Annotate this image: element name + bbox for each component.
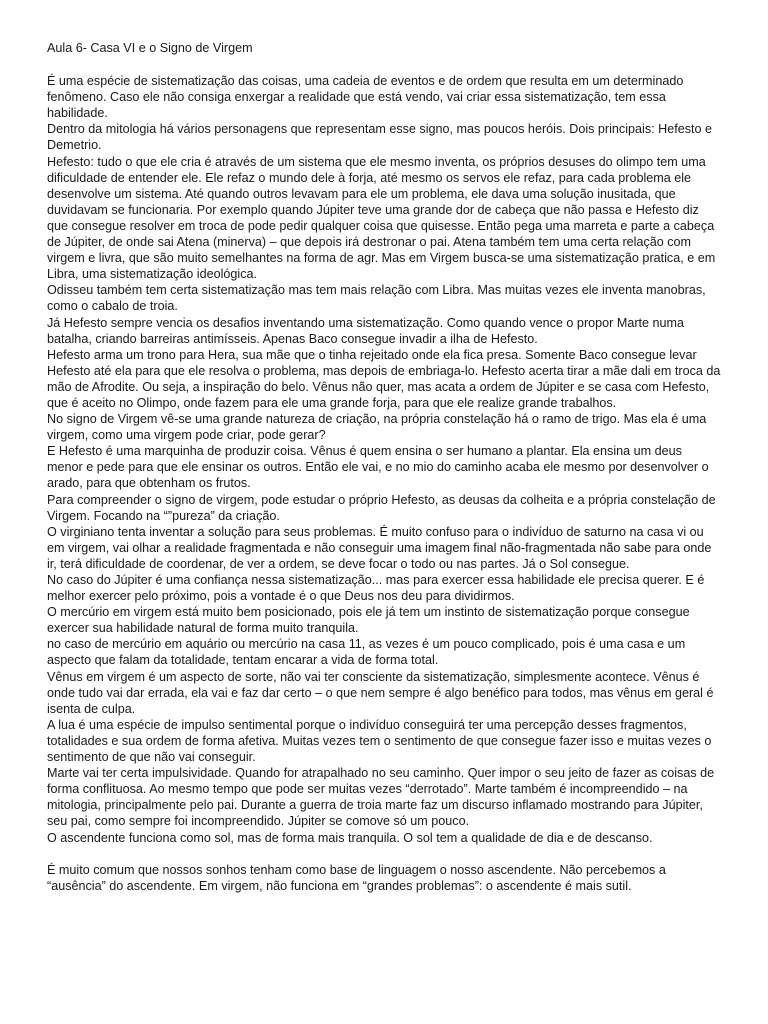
- paragraph-understanding-virgo: Para compreender o signo de virgem, pode estudar o próprio Hefesto, as deusas da colheita e a própria constelação de Virgem. Focando na “”pureza” da criação.: [47, 492, 716, 523]
- paragraph-hefesto: Hefesto: tudo o que ele cria é através de um sistema que ele mesmo inventa, os próprios desuses do olimpo tem uma dificuldade de entender ele. Ele refaz o mundo dele à forja, até mesmo os servos ele refaz, para cada problema ele desenvolve um sistema. Até quando outros levavam para ele um problema, ele dava uma solução inusitada, que duvidavam se funcionaria. Por exemplo quando Júpiter teve uma grande dor de cabeça que não passa e Hefesto diz que consegue resolver em troca de pode pedir qualquer coisa que quisesse. Então pega uma marreta e parte a cabeça de Júpiter, de onde sai Atena (minerva) – que depois irá destronar o pai. Atena também tem uma certa relação com virgem e livra, que são muito semelhantes na forma de agr. Mas em Virgem busca-se uma sistematização pratica, e em Libra, uma sistematização ideológica.: [47, 154, 716, 282]
- paragraph-mercury-aquarius: no caso de mercúrio em aquário ou mercúrio na casa 11, as vezes é um pouco complicado, pois é uma casa e um aspecto que falam da totalidade, tentam encarar a vida de forma total.: [47, 637, 686, 668]
- paragraph-mythology: Dentro da mitologia há vários personagens que representam esse signo, mas poucos heróis. Dois principais: Hefesto e Demetrio.: [47, 122, 713, 153]
- paragraph-dreams: É muito comum que nossos sonhos tenham como base de linguagem o nosso ascendente. Não percebemos a “ausência” do ascendente. Em virgem, não funciona em “grandes problemas”: o ascendente é mais sutil.: [47, 862, 666, 893]
- document-title: Aula 6- Casa VI e o Signo de Virgem: [47, 41, 253, 55]
- paragraph-venus-virgo: Vênus em virgem é um aspecto de sorte, não vai ter consciente da sistematização, simplesmente acontece. Vênus é onde tudo vai dar errada, ela vai e faz dar certo – o que nem sempre é algo benéfico para todos, mas vênus em geral é isenta de culpa.: [47, 669, 714, 716]
- paragraph-venus-teaching: E Hefesto é uma marquinha de produzir coisa. Vênus é quem ensina o ser humano a plantar. Ela ensina um deus menor e pede para que ele ensinar os outros. Então ele vai, e no mio do caminho acaba ele mesmo por desenvolver o arado, para que obtenham os frutos.: [47, 444, 709, 491]
- paragraph-mars: Marte vai ter certa impulsividade. Quando for atrapalhado no seu caminho. Quer impor o seu jeito de fazer as coisas de forma conflituosa. Ao mesmo tempo que pode ser muitas vezes “derrotado”. Marte também é incompreendido – na mitologia, principalmente pelo pai. Durante a guerra de troia marte faz um discurso inflamado mostrando para Júpiter, seu pai, como sempre foi incompreendido. Júpiter se comove só um pouco.: [47, 766, 715, 829]
- paragraph-ascendant: O ascendente funciona como sol, mas de forma mais tranquila. O sol tem a qualidade de dia e de descanso.: [47, 830, 653, 845]
- paragraph-virgo-creation: No signo de Virgem vê-se uma grande natureza de criação, na própria constelação há o ramo de trigo. Mas ela é uma virgem, como uma virgem pode criar, pode gerar?: [47, 412, 707, 443]
- paragraph-mercury-virgo: O mercúrio em virgem está muito bem posicionado, pois ele já tem um instinto de sistematização porque consegue exercer sua habilidade natural de forma muito tranquila.: [47, 605, 690, 636]
- paragraph-hefesto-challenges: Já Hefesto sempre vencia os desafios inventando uma sistematização. Como quando vence o propor Marte numa batalha, criando barreiras antimísseis. Apenas Baco consegue invadir a ilha de Hefesto.: [47, 315, 685, 346]
- paragraph-jupiter: No caso do Júpiter é uma confiança nessa sistematização... mas para exercer essa habilidade ele precisa querer. E é melhor exercer pelo próximo, pois a vontade é o que Deus nos deu para dividirmos.: [47, 573, 705, 604]
- document-page: [47, 40, 721, 894]
- paragraph-hera-throne: Hefesto arma um trono para Hera, sua mãe que o tinha rejeitado onde ela fica presa. Somente Baco consegue levar Hefesto até ela para que ele resolva o problema, mas depois de embriaga-lo. Hefesto acerta tirar a mãe dali em troca da mão de Afrodite. Ou seja, a inspiração do belo. Vênus não quer, mas acata a ordem de Júpiter e se casa com Hefesto, que é aceito no Olimpo, onde fazem para ele uma grande forja, para que ele realize grande trabalhos.: [47, 347, 721, 410]
- paragraph-definition: É uma espécie de sistematização das coisas, uma cadeia de eventos e de ordem que resulta em um determinado fenômeno. Caso ele não consiga enxergar a realidade que está vendo, vai criar essa sistematização, tem essa habilidade.: [47, 74, 684, 121]
- paragraph-moon: A lua é uma espécie de impulso sentimental porque o indivíduo conseguirá ter uma percepção desses fragmentos, totalidades e sua ordem de forma afetiva. Muitas vezes tem o sentimento de que consegue fazer isso e muitas vezes o sentimento de que não vai conseguir.: [47, 717, 712, 765]
- paragraph-odisseu: Odisseu também tem certa sistematização mas tem mais relação com Libra. Mas muitas vezes ele inventa manobras, como o cabalo de troia.: [47, 283, 706, 314]
- paragraph-saturn-virgo: O virginiano tenta inventar a solução para seus problemas. É muito confuso para o indivíduo de saturno na casa vi ou em virgem, vai olhar a realidade fragmentada e não conseguir uma imagem final não-fragmentada não sabe para onde ir, terá dificuldade de coordenar, de ver a ordem, se deve focar o todo ou nas partes. Já o Sol consegue.: [47, 524, 712, 571]
